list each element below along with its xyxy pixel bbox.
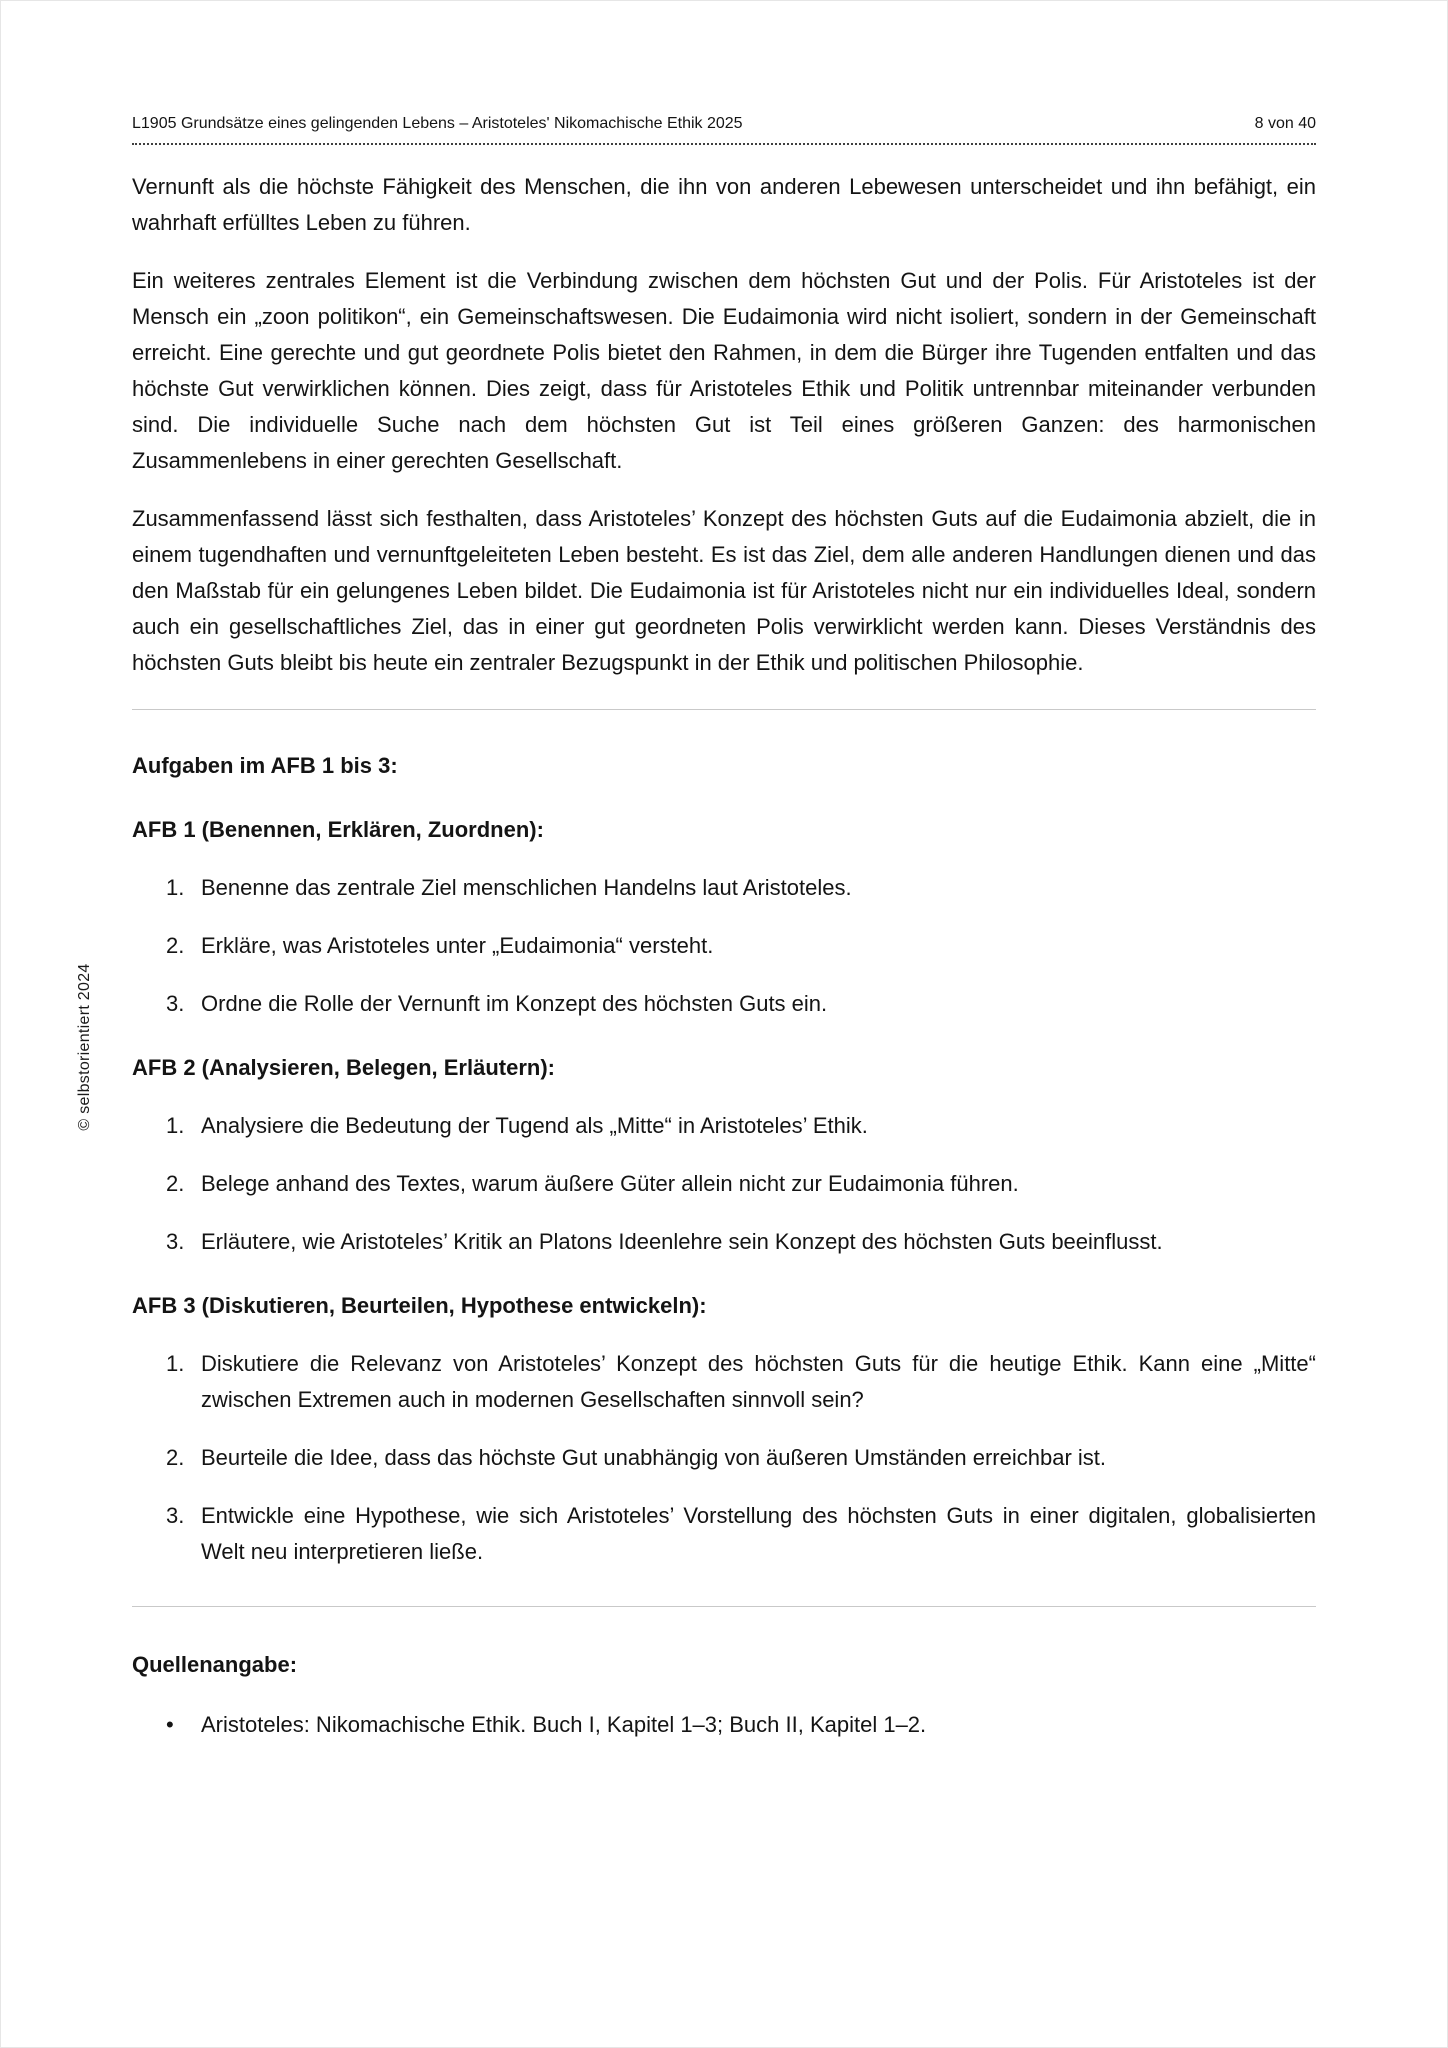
copyright-note: © selbstorientiert 2024 <box>76 963 93 1131</box>
list-number: 1. <box>166 1113 185 1138</box>
task-text: Belege anhand des Textes, warum äußere Güter allein nicht zur Eudaimonia führen. <box>201 1171 1019 1196</box>
list-number: 3. <box>166 1229 185 1254</box>
list-number: 3. <box>166 991 185 1016</box>
task-item <box>132 1440 1316 1476</box>
document-content <box>132 143 1316 1743</box>
section-divider <box>132 709 1316 710</box>
afb2-task-list <box>132 1108 1316 1260</box>
task-text: Beurteile die Idee, dass das höchste Gut unabhängig von äußeren Umständen erreichbar ist. <box>201 1445 1106 1470</box>
task-item <box>132 986 1316 1022</box>
header-title: L1905 Grundsätze eines gelingenden Lebens – Aristoteles' Nikomachische Ethik 2025 <box>132 115 743 132</box>
task-item <box>132 928 1316 964</box>
bullet-icon: • <box>166 1712 174 1737</box>
task-item <box>132 1498 1316 1570</box>
page-header <box>132 113 1316 145</box>
afb1-heading: AFB 1 (Benennen, Erklären, Zuordnen): <box>132 817 544 842</box>
list-number: 1. <box>166 1351 185 1376</box>
task-text: Benenne das zentrale Ziel menschlichen Handelns laut Aristoteles. <box>201 875 852 900</box>
task-item <box>132 1224 1316 1260</box>
list-number: 2. <box>166 1445 185 1470</box>
source-text: Aristoteles: Nikomachische Ethik. Buch I, Kapitel 1–3; Buch II, Kapitel 1–2. <box>201 1712 927 1737</box>
body-paragraph: Zusammenfassend lässt sich festhalten, dass Aristoteles’ Konzept des höchsten Guts auf die Eudaimonia abzielt, die in einem tugendhaften und vernunftgeleiteten Leben besteht. Es ist das Ziel, dem alle anderen Handlungen dienen und das den Maßstab für ein gelungenes Leben bildet. Die Eudaimonia ist für Aristoteles nicht nur ein individuelles Ideal, sondern auch ein gesellschaftliches Ziel, das in einer gut geordneten Polis verwirklicht werden kann. Dieses Verständnis des höchsten Guts bleibt bis heute ein zentraler Bezugspunkt in der Ethik und politischen Philosophie. <box>132 506 1316 675</box>
list-number: 2. <box>166 1171 185 1196</box>
afb3-heading: AFB 3 (Diskutieren, Beurteilen, Hypothese entwickeln): <box>132 1293 707 1318</box>
task-item <box>132 1166 1316 1202</box>
task-text: Erkläre, was Aristoteles unter „Eudaimonia“ versteht. <box>201 933 714 958</box>
task-text: Diskutiere die Relevanz von Aristoteles’ Konzept des höchsten Guts für die heutige Ethik. Kann eine „Mitte“ zwischen Extremen auch in modernen Gesellschaften sinnvoll sein? <box>201 1351 1316 1412</box>
list-number: 1. <box>166 875 185 900</box>
page-number: 8 von 40 <box>1254 115 1316 132</box>
afb3-task-list <box>132 1346 1316 1570</box>
source-item <box>132 1707 1316 1743</box>
section-divider <box>132 1606 1316 1607</box>
task-item <box>132 1346 1316 1418</box>
tasks-heading: Aufgaben im AFB 1 bis 3: <box>132 753 398 778</box>
task-item <box>132 1108 1316 1144</box>
afb1-task-list <box>132 870 1316 1022</box>
list-number: 2. <box>166 933 185 958</box>
task-text: Ordne die Rolle der Vernunft im Konzept des höchsten Guts ein. <box>201 991 828 1016</box>
afb2-heading: AFB 2 (Analysieren, Belegen, Erläutern): <box>132 1055 555 1080</box>
task-text: Erläutere, wie Aristoteles’ Kritik an Platons Ideenlehre sein Konzept des höchsten Guts beeinflusst. <box>201 1229 1163 1254</box>
source-heading: Quellenangabe: <box>132 1652 298 1677</box>
body-paragraph: Vernunft als die höchste Fähigkeit des Menschen, die ihn von anderen Lebewesen unterscheidet und ihn befähigt, ein wahrhaft erfülltes Leben zu führen. <box>132 174 1316 235</box>
source-list <box>132 1707 1316 1743</box>
task-text: Analysiere die Bedeutung der Tugend als „Mitte“ in Aristoteles’ Ethik. <box>201 1113 868 1138</box>
task-item <box>132 870 1316 906</box>
body-paragraph: Ein weiteres zentrales Element ist die Verbindung zwischen dem höchsten Gut und der Polis. Für Aristoteles ist der Mensch ein „zoon politikon“, ein Gemeinschaftswesen. Die Eudaimonia wird nicht isoliert, sondern in der Gemeinschaft erreicht. Eine gerechte und gut geordnete Polis bietet den Rahmen, in dem die Bürger ihre Tugenden entfalten und das höchste Gut verwirklichen können. Dies zeigt, dass für Aristoteles Ethik und Politik untrennbar miteinander verbunden sind. Die individuelle Suche nach dem höchsten Gut ist Teil eines größeren Ganzen: des harmonischen Zusammenlebens in einer gerechten Gesellschaft. <box>132 268 1316 473</box>
list-number: 3. <box>166 1503 185 1528</box>
task-text: Entwickle eine Hypothese, wie sich Aristoteles’ Vorstellung des höchsten Guts in einer digitalen, globalisierten Welt neu interpretieren ließe. <box>201 1503 1316 1564</box>
